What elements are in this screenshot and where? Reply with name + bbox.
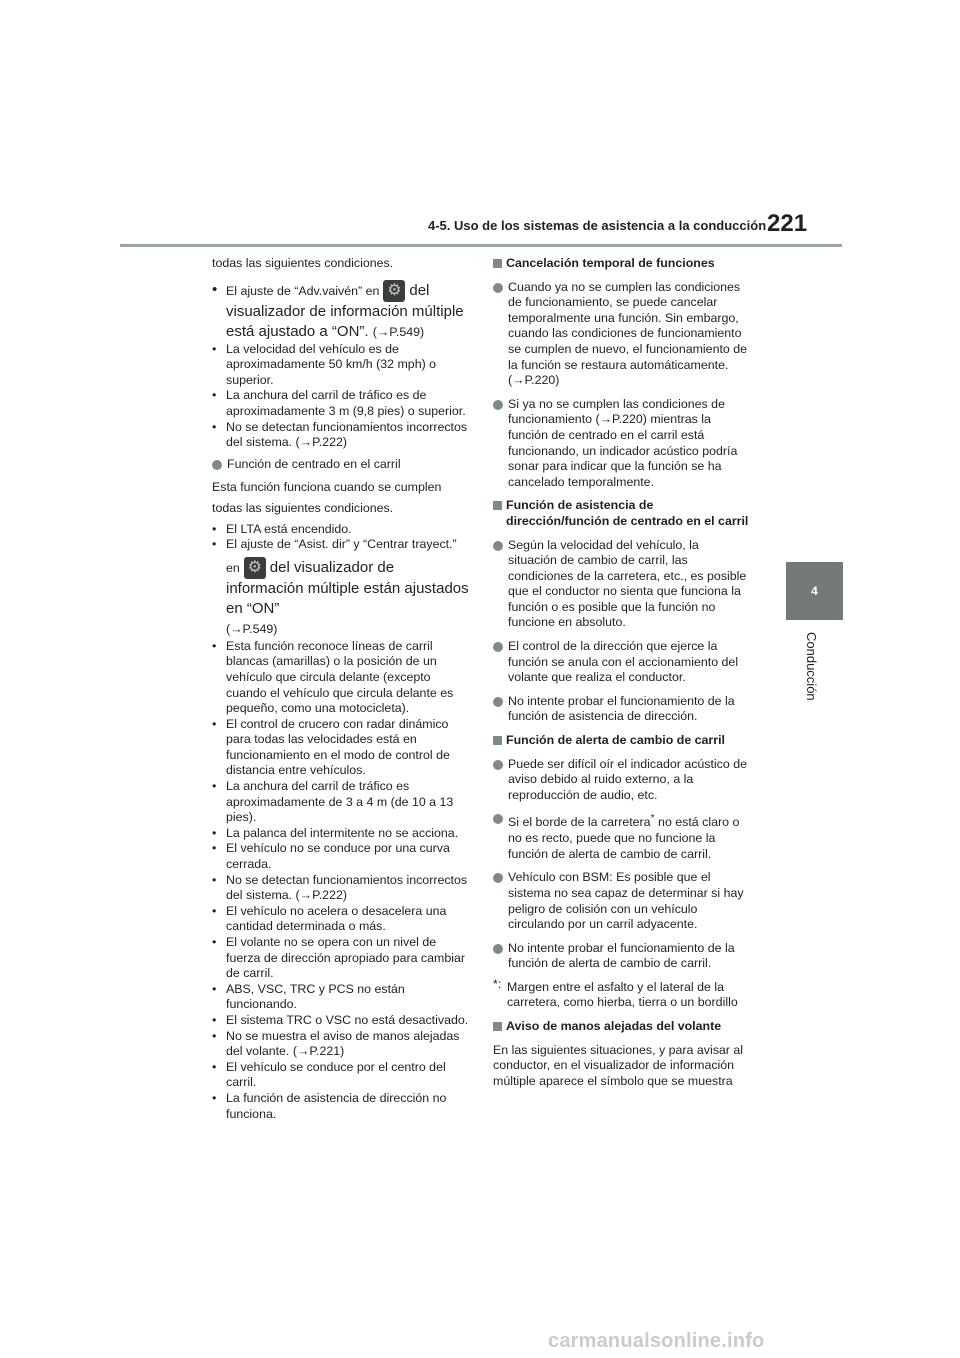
circle-bullet-icon — [493, 760, 503, 770]
intro-text: todas las siguientes condiciones. — [212, 256, 394, 270]
bullet-mark: • — [212, 981, 217, 996]
settings-text-post: del visualizador de información múltiple están ajustados en “ON” — [226, 558, 469, 617]
footnote-mark: * — [650, 813, 655, 825]
item-text: Vehículo con BSM: Es posible que el sistema no sea capaz de determinar si hay peligro de colisión con un vehículo circulando por un carril adyacente. — [508, 870, 744, 932]
item-text: Si el borde de la carretera — [508, 815, 651, 830]
watermark: carmanualsonline.info — [548, 1330, 765, 1352]
gear-icon — [383, 280, 405, 302]
item-text: No intente probar el funcionamiento de la función de asistencia de dirección. — [508, 693, 735, 724]
list-item — [212, 1060, 470, 1091]
item-text: No se detectan funcionamientos incorrectos del sistema. (→P.222) — [226, 872, 468, 903]
circle-bullet-icon — [493, 814, 503, 824]
list-item — [212, 717, 470, 779]
footnote-text: Margen entre el asfalto y el lateral de la carretera, como hierba, tierra o un bordillo — [507, 979, 738, 1010]
square-bullet-icon — [493, 259, 502, 268]
heading-text: Aviso de manos alejadas del volante — [506, 1019, 722, 1034]
list-item — [212, 873, 470, 904]
bullet-mark: • — [212, 341, 217, 356]
bullet-mark: • — [212, 1090, 217, 1105]
list-item — [493, 811, 751, 862]
circle-bullet-icon — [493, 541, 503, 551]
item-text: El vehículo no acelera o desacelera una cantidad determinada o más. — [226, 903, 447, 934]
square-bullet-icon — [493, 501, 502, 510]
list-item — [212, 388, 470, 419]
section-heading — [493, 733, 751, 749]
item-text: El vehículo no se conduce por una curva cerrada. — [226, 841, 450, 872]
list-item — [212, 557, 470, 639]
chapter-number: 4 — [811, 584, 818, 598]
item-text: Función de centrado en el carril — [227, 456, 401, 471]
heading-text: Función de asistencia de dirección/función de centrado en el carril — [506, 498, 749, 528]
square-bullet-icon — [493, 1022, 502, 1031]
section-heading — [493, 1019, 751, 1035]
list-item: • El ajuste de “Asist. dir” y “Centrar trayect.” — [212, 537, 457, 552]
circle-bullet-icon — [493, 642, 503, 652]
item-text: No intente probar el funcionamiento de la función de alerta de cambio de carril. — [508, 940, 735, 971]
circle-bullet-icon — [212, 460, 222, 470]
bullet-mark: • — [212, 903, 217, 918]
bullet-mark: • — [212, 388, 217, 403]
paragraph: En las siguientes situaciones, y para avisar al conductor, en el visualizador de información múltiple aparece el símbolo que se muestra — [493, 1042, 744, 1088]
list-item — [493, 757, 751, 804]
item-text: El vehículo se conduce por el centro del carril. — [226, 1059, 446, 1090]
bullet-mark: • — [212, 1059, 217, 1074]
item-text: El LTA está encendido. — [226, 521, 352, 536]
list-item — [212, 904, 470, 935]
item-text: El volante no se opera con un nivel de fuerza de dirección apropiado para cambiar de carril. — [226, 935, 466, 981]
heading-text: Función de alerta de cambio de carril — [506, 733, 725, 748]
bullet-mark: • — [212, 280, 218, 298]
list-item — [493, 280, 751, 389]
section-title: 4-5. Uso de los sistemas de asistencia a la conducción — [428, 218, 767, 233]
bullet-mark: • — [212, 872, 217, 887]
footnote — [493, 976, 751, 1011]
bullet-mark: • — [212, 935, 217, 949]
settings-text-pre: en — [226, 560, 240, 575]
item-text: La palanca del intermitente no se acciona. — [226, 825, 459, 840]
circle-bullet-icon — [493, 944, 503, 954]
list-item — [493, 397, 751, 491]
item-text: La función de asistencia de dirección no funciona. — [226, 1090, 447, 1121]
bullet-mark: • — [212, 638, 217, 653]
chapter-label: Conducción — [804, 632, 819, 701]
list-item — [212, 1091, 470, 1122]
page-number: 221 — [767, 210, 808, 237]
bullet-list — [212, 342, 470, 451]
page-reference: (→P.549) — [372, 324, 425, 339]
list-item — [212, 779, 470, 826]
bullet-mark: • — [212, 841, 217, 856]
section-heading — [493, 498, 751, 529]
list-item — [212, 457, 470, 473]
item-text: El ajuste de “Asist. dir” y “Centrar trayect.” — [226, 537, 457, 552]
left-column — [212, 256, 470, 1122]
settings-text-pre: El ajuste de “Adv.vaivén” en — [226, 283, 380, 298]
list-item — [212, 935, 470, 982]
list-item — [212, 639, 470, 717]
section-heading — [493, 256, 751, 272]
page-reference: (→P.549) — [226, 621, 278, 636]
item-text: No se detectan funcionamientos incorrectos del sistema. (→P.222) — [226, 419, 468, 450]
item-text: La anchura del carril de tráfico es aproximadamente de 3 a 4 m (de 10 a 13 pies). — [226, 779, 454, 825]
bullet-mark: • — [212, 1012, 217, 1027]
square-bullet-icon — [493, 736, 502, 745]
item-text: La velocidad del vehículo es de aproximadamente 50 km/h (32 mph) o superior. — [226, 341, 437, 387]
paragraph: todas las siguientes condiciones. — [212, 500, 394, 515]
item-text: El control de crucero con radar dinámico para todas las velocidades está en funcionamiento en el modo de control de distancia entre vehículos. — [226, 716, 450, 778]
item-text: Si ya no se cumplen las condiciones de funcionamiento (→P.220) mientras la función de centrado en el carril está funcionando, un indicador acústico podría sonar para indicar que la función se ha cancelado temporalmente. — [508, 396, 738, 489]
footnote-mark: *: — [493, 976, 502, 991]
item-text: Esta función reconoce líneas de carril blancas (amarillas) o la posición de un vehículo que circula delante (excepto cuando el vehículo que circula delante es pequeño, como una motocicleta). — [226, 638, 454, 716]
list-item — [212, 982, 470, 1013]
bullet-mark: • — [212, 1028, 217, 1043]
gear-icon — [244, 557, 266, 579]
list-item — [212, 280, 470, 342]
item-text: El sistema TRC o VSC no está desactivado. — [226, 1012, 469, 1027]
settings-text-post: del visualizador de información múltiple está ajustado a “ON”. — [226, 281, 464, 340]
bullet-list — [212, 639, 470, 1122]
list-item — [212, 1013, 470, 1029]
bullet-mark: • — [212, 779, 217, 794]
list-item: • El LTA está encendido. — [212, 521, 352, 536]
circle-bullet-icon — [493, 400, 503, 410]
list-item — [493, 639, 751, 686]
bullet-mark: • — [212, 716, 217, 731]
circle-bullet-icon — [493, 697, 503, 707]
item-text: Cuando ya no se cumplen las condiciones de funcionamiento, se puede cancelar temporalmente una función. Sin embargo, cuando las condiciones de funcionamiento se cumplen de nuevo, el funcionamiento de la función se restaura automáticamente. (→P.220) — [508, 279, 748, 388]
item-text: ABS, VSC, TRC y PCS no están funcionando. — [226, 981, 405, 1012]
item-text: La anchura del carril de tráfico es de aproximadamente 3 m (9,8 pies) o superior. — [226, 388, 466, 418]
item-text: no está claro o no es recto, puede que no funcione la función de alerta de cambio de carril. — [508, 815, 740, 861]
circle-bullet-icon — [493, 873, 503, 883]
bullet-mark: • — [212, 825, 217, 840]
bullet-mark: • — [212, 419, 217, 434]
circle-bullet-icon — [493, 283, 503, 293]
item-text: Según la velocidad del vehículo, la situación de cambio de carril, las condiciones de la carretera, etc., es posible que el conductor no sienta que funciona la función o es posible que la función no funcione en absoluto. — [508, 537, 747, 630]
item-text: Puede ser difícil oír el indicador acústico de aviso debido al ruido externo, a la reproducción de audio, etc. — [508, 756, 747, 802]
item-text: No se muestra el aviso de manos alejadas del volante. (→P.221) — [226, 1028, 460, 1059]
header-divider — [120, 244, 842, 247]
list-item — [212, 342, 470, 389]
list-item — [212, 1029, 470, 1060]
list-item — [493, 870, 751, 932]
right-column — [493, 256, 751, 1094]
paragraph: Esta función funciona cuando se cumplen — [212, 480, 442, 495]
list-item — [212, 420, 470, 451]
list-item — [493, 941, 751, 972]
heading-text: Cancelación temporal de funciones — [506, 256, 715, 270]
list-item — [212, 841, 470, 872]
list-item — [212, 826, 470, 842]
list-item — [493, 538, 751, 632]
chapter-tab — [786, 562, 843, 620]
item-text: El control de la dirección que ejerce la función se anula con el accionamiento del volante que realiza el conductor. — [508, 639, 739, 685]
list-item — [493, 694, 751, 725]
